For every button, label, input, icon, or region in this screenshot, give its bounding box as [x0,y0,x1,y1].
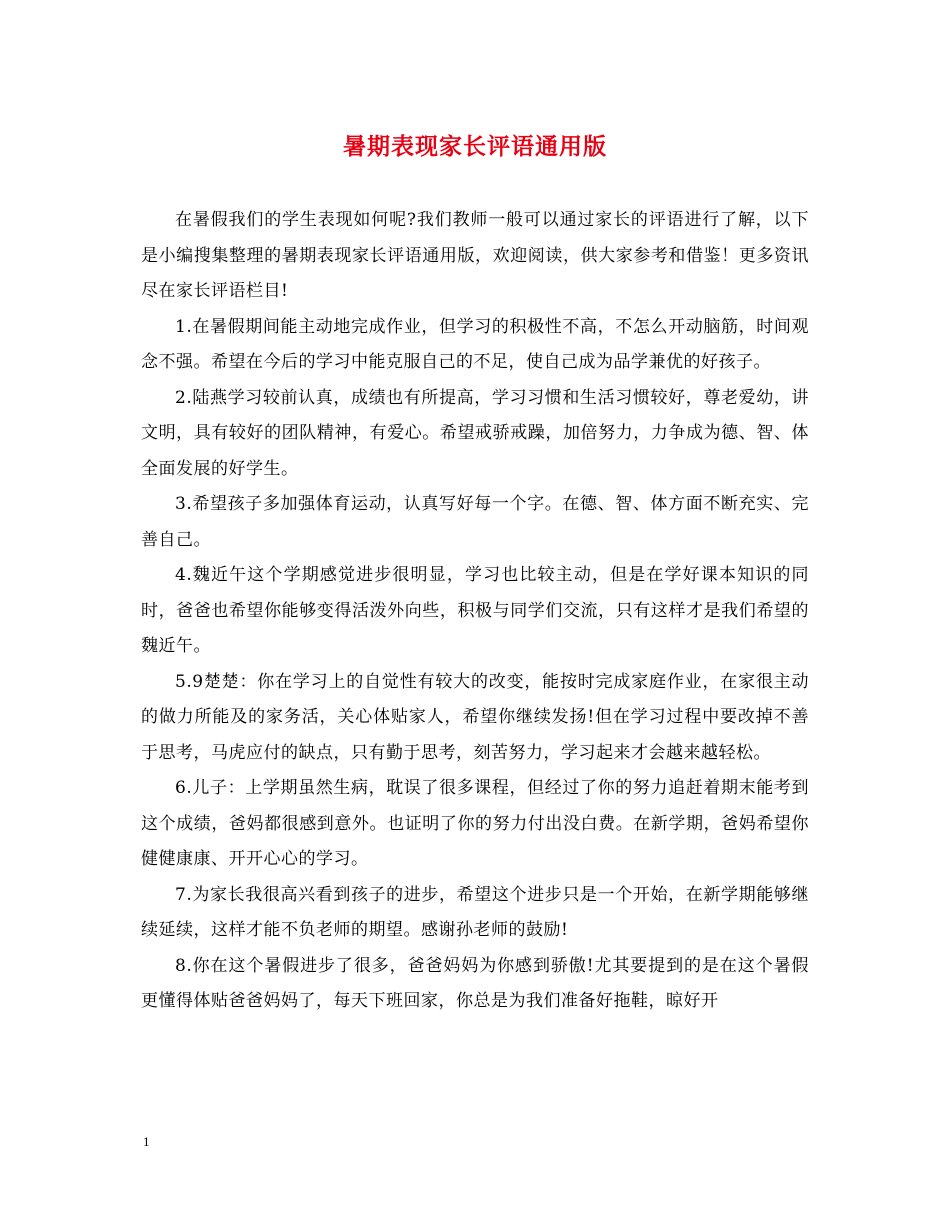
paragraph-item-5: 5.9楚楚：你在学习上的自觉性有较大的改变，能按时完成家庭作业，在家很主动的做力所能及的家务活，关心体贴家人，希望你继续发扬!但在学习过程中要改掉不善于思考，马虎应付的缺点，只有勤于思考，刻苦努力，学习起来才会越来越轻松。 [141,671,809,763]
paragraph-item-7: 7.为家长我很高兴看到孩子的进步，希望这个进步只是一个开始，在新学期能够继续延续，这样才能不负老师的期望。感谢孙老师的鼓励! [141,884,809,940]
paragraph-item-2: 2.陆燕学习较前认真，成绩也有所提高，学习习惯和生活习惯较好，尊老爱幼，讲文明，具有较好的团队精神，有爱心。希望戒骄戒躁，加倍努力，力争成为德、智、体全面发展的好学生。 [141,387,809,479]
paragraph-item-8: 8.你在这个暑假进步了很多，爸爸妈妈为你感到骄傲!尤其要提到的是在这个暑假更懂得体贴爸爸妈妈了，每天下班回家，你总是为我们准备好拖鞋，晾好开 [141,955,809,1011]
document-body [141,203,809,1020]
document-title: 暑期表现家长评语通用版 [343,133,607,160]
paragraph-intro: 在暑假我们的学生表现如何呢?我们教师一般可以通过家长的评语进行了解，以下是小编搜集整理的暑期表现家长评语通用版，欢迎阅读，供大家参考和借鉴！更多资讯尽在家长评语栏目! [141,210,809,301]
paragraph-item-3: 3.希望孩子多加强体育运动，认真写好每一个字。在德、智、体方面不断充实、完善自己。 [141,494,809,550]
paragraph-item-4: 4.魏近午这个学期感觉进步很明显，学习也比较主动，但是在学好课本知识的同时，爸爸也希望你能够变得活泼外向些，积极与同学们交流，只有这样才是我们希望的魏近午。 [141,565,809,656]
paragraph-item-1: 1.在暑假期间能主动地完成作业，但学习的积极性不高，不怎么开动脑筋，时间观念不强。希望在今后的学习中能克服自己的不足，使自己成为品学兼优的好孩子。 [141,316,809,372]
paragraph-item-6: 6.儿子：上学期虽然生病，耽误了很多课程，但经过了你的努力追赶着期末能考到这个成绩，爸妈都很感到意外。也证明了你的努力付出没白费。在新学期，爸妈希望你健健康康、开开心心的学习。 [141,778,809,869]
page-number: 1 [143,1134,150,1149]
